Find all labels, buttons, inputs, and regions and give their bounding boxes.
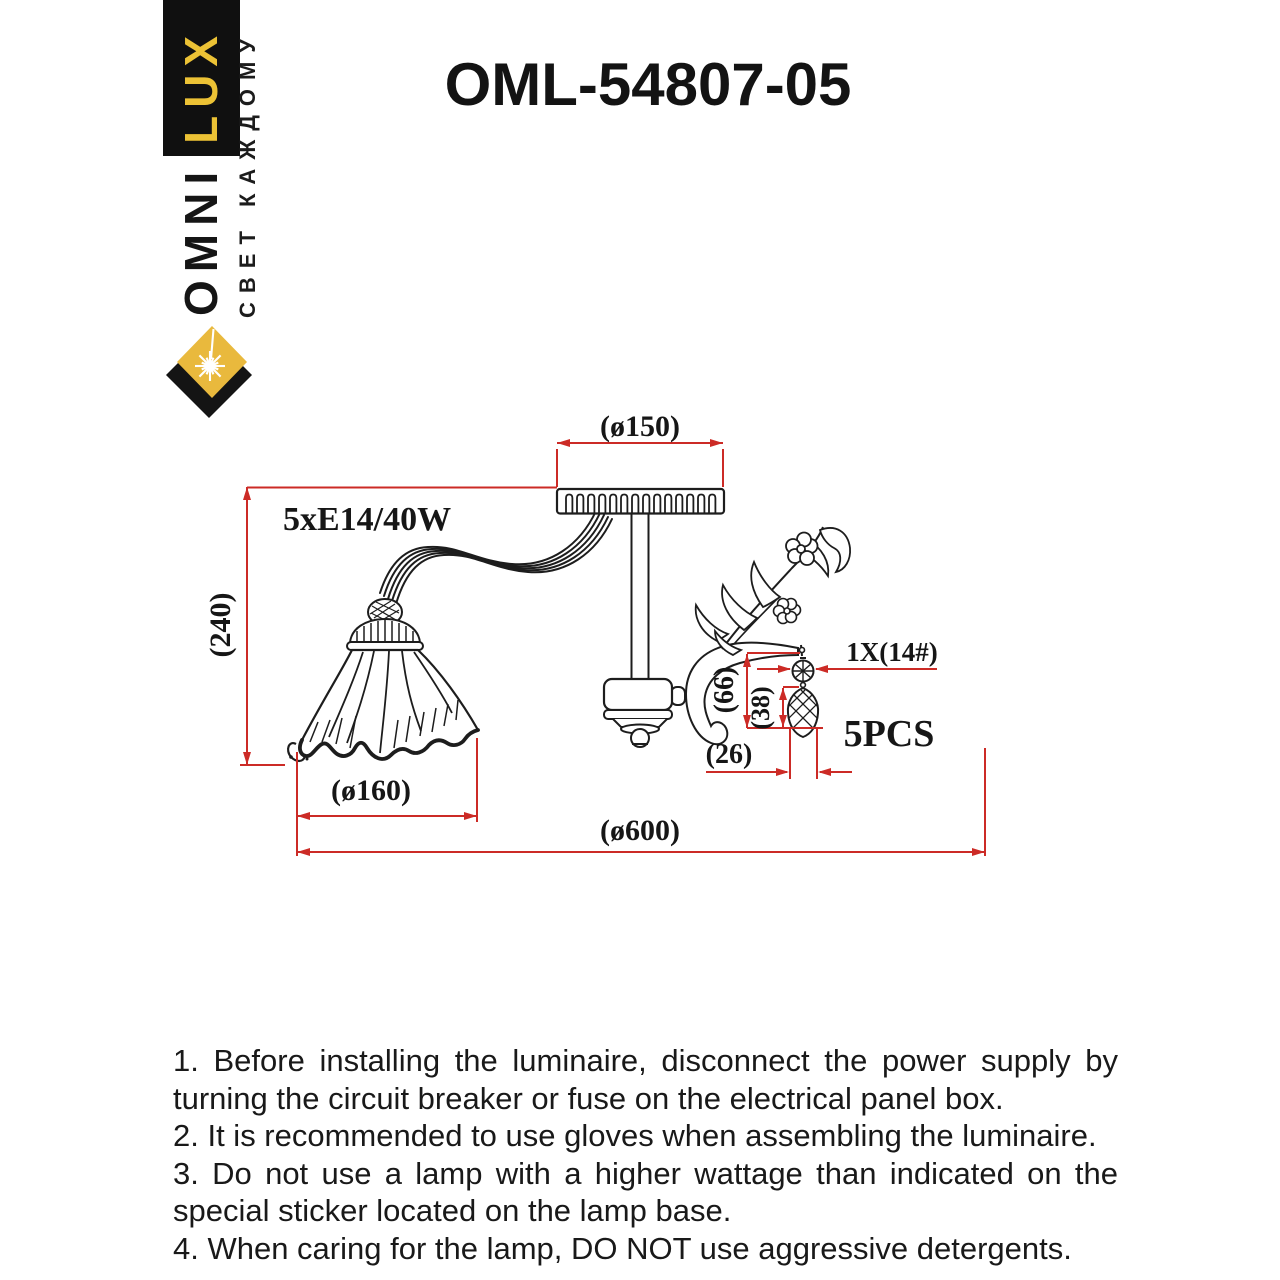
- brand-tagline: СВЕТ КАЖДОМУ: [235, 30, 260, 318]
- brand-omni-text: OMNI: [175, 163, 227, 316]
- label-crystal-width: (26): [705, 739, 753, 770]
- label-pendant-length: (66): [709, 666, 740, 714]
- instruction-item: 4. When caring for the lamp, DO NOT use aggressive detergents.: [173, 1230, 1072, 1266]
- label-overall-diameter: (ø600): [600, 814, 680, 847]
- shade-drawing: [288, 599, 478, 761]
- brand-lux-text: LUX: [163, 0, 240, 156]
- instruction-item: 3. Do not use a lamp with a higher wattage than indicated on the special sticker located on the lamp base.: [173, 1155, 1118, 1229]
- flower-lower: [774, 599, 801, 624]
- label-fixture-height: (240): [204, 592, 237, 658]
- label-crystal-quantity: 5PCS: [843, 713, 935, 755]
- canopy-drawing: [557, 489, 724, 514]
- flower-upper: [786, 533, 818, 566]
- instructions-section: [173, 1042, 1118, 1268]
- page-title: OML-54807-05: [444, 51, 852, 118]
- body-drawing: [604, 679, 685, 747]
- instruction-item: 1. Before installing the luminaire, disconnect the power supply by turning the circuit breaker or fuse on the electrical panel box.: [173, 1043, 1118, 1116]
- label-shade-diameter: (ø160): [331, 774, 411, 807]
- label-crystal-type: 1X(14#): [846, 637, 938, 667]
- label-canopy-diameter: (ø150): [600, 410, 680, 443]
- label-crystal-length: (38): [746, 686, 775, 730]
- label-lamp-spec: 5xE14/40W: [283, 501, 452, 538]
- instruction-item: 2. It is recommended to use gloves when assembling the luminaire.: [173, 1118, 1097, 1154]
- rod-drawing: [632, 513, 649, 680]
